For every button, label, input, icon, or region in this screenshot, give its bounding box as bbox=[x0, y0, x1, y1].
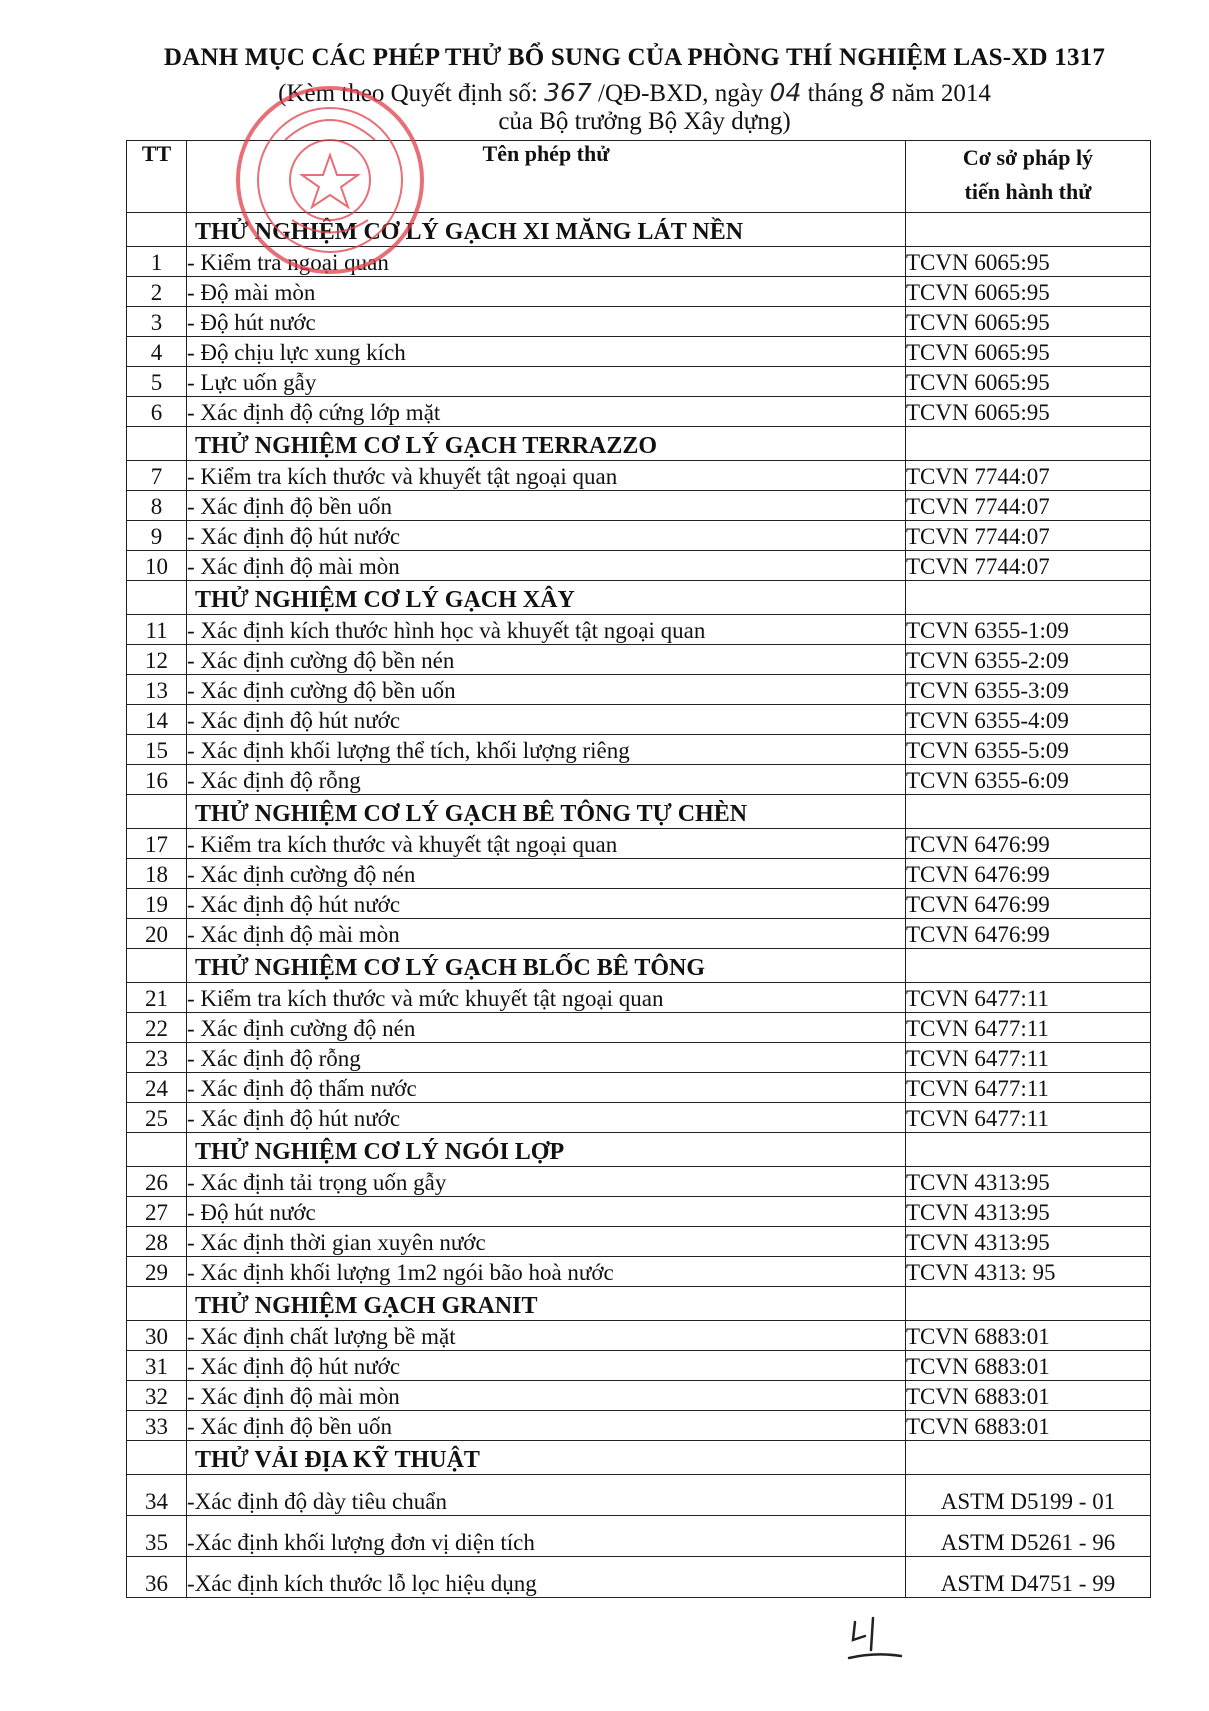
row-number: 13 bbox=[127, 675, 187, 705]
test-standard: TCVN 6477:11 bbox=[906, 1043, 1151, 1073]
table-row bbox=[127, 307, 1151, 337]
table-row bbox=[127, 1013, 1151, 1043]
table-row bbox=[127, 1073, 1151, 1103]
table-row bbox=[127, 1381, 1151, 1411]
row-number: 32 bbox=[127, 1381, 187, 1411]
test-standard: TCVN 6476:99 bbox=[906, 889, 1151, 919]
section-standard-cell bbox=[906, 1133, 1151, 1167]
section-title: THỬ VẢI ĐỊA KỸ THUẬT bbox=[187, 1441, 906, 1475]
test-name: - Xác định độ mài mòn bbox=[187, 1381, 906, 1411]
row-number: 20 bbox=[127, 919, 187, 949]
row-number: 1 bbox=[127, 247, 187, 277]
test-name: - Xác định khối lượng 1m2 ngói bão hoà nước bbox=[187, 1257, 906, 1287]
issuer-line: của Bộ trưởng Bộ Xây dựng) bbox=[498, 108, 791, 135]
test-name: - Độ hút nước bbox=[187, 1197, 906, 1227]
section-row bbox=[127, 1133, 1151, 1167]
test-standard: TCVN 6065:95 bbox=[906, 367, 1151, 397]
table-row bbox=[127, 983, 1151, 1013]
test-name: - Độ mài mòn bbox=[187, 277, 906, 307]
row-number: 21 bbox=[127, 983, 187, 1013]
section-title: THỬ NGHIỆM CƠ LÝ GẠCH BÊ TÔNG TỰ CHÈN bbox=[187, 795, 906, 829]
decision-mid2: tháng bbox=[807, 80, 864, 107]
test-name: - Xác định độ bền uốn bbox=[187, 491, 906, 521]
test-name: - Xác định độ hút nước bbox=[187, 705, 906, 735]
test-name: - Xác định độ cứng lớp mặt bbox=[187, 397, 906, 427]
row-number: 35 bbox=[127, 1516, 187, 1557]
table-row bbox=[127, 1516, 1151, 1557]
section-row bbox=[127, 1287, 1151, 1321]
table-row bbox=[127, 1411, 1151, 1441]
table-body bbox=[127, 213, 1151, 1598]
test-name: - Xác định khối lượng thể tích, khối lượng riêng bbox=[187, 735, 906, 765]
section-row bbox=[127, 1441, 1151, 1475]
row-number: 33 bbox=[127, 1411, 187, 1441]
section-standard-cell bbox=[906, 1287, 1151, 1321]
test-name: -Xác định độ dày tiêu chuẩn bbox=[187, 1475, 906, 1516]
section-number-cell bbox=[127, 1441, 187, 1475]
handwritten-signature bbox=[845, 1610, 905, 1670]
table-row bbox=[127, 1351, 1151, 1381]
test-standard: TCVN 6883:01 bbox=[906, 1321, 1151, 1351]
test-name: - Xác định cường độ nén bbox=[187, 859, 906, 889]
row-number: 30 bbox=[127, 1321, 187, 1351]
table-row bbox=[127, 337, 1151, 367]
test-standard: TCVN 6355-4:09 bbox=[906, 705, 1151, 735]
test-name: - Xác định cường độ bền nén bbox=[187, 645, 906, 675]
test-standard: TCVN 6065:95 bbox=[906, 337, 1151, 367]
section-row bbox=[127, 213, 1151, 247]
row-number: 7 bbox=[127, 461, 187, 491]
test-standard: TCVN 4313:95 bbox=[906, 1197, 1151, 1227]
table-row bbox=[127, 889, 1151, 919]
table-row bbox=[127, 1043, 1151, 1073]
row-number: 17 bbox=[127, 829, 187, 859]
test-name: - Xác định độ rỗng bbox=[187, 1043, 906, 1073]
test-name: - Kiểm tra kích thước và khuyết tật ngoại quan bbox=[187, 461, 906, 491]
document-title: DANH MỤC CÁC PHÉP THỬ BỔ SUNG CỦA PHÒNG THÍ NGHIỆM LAS-XD 1317 bbox=[163, 44, 1106, 71]
row-number: 10 bbox=[127, 551, 187, 581]
decision-month: 8 bbox=[869, 78, 886, 107]
table-row bbox=[127, 551, 1151, 581]
section-standard-cell bbox=[906, 795, 1151, 829]
section-standard-cell bbox=[906, 581, 1151, 615]
test-standard: TCVN 7744:07 bbox=[906, 461, 1151, 491]
section-title: THỬ NGHIỆM CƠ LÝ GẠCH XI MĂNG LÁT NỀN bbox=[187, 213, 906, 247]
col-header-legal-basis-line2: tiến hành thử bbox=[964, 179, 1092, 204]
row-number: 12 bbox=[127, 645, 187, 675]
test-standard: TCVN 6477:11 bbox=[906, 1103, 1151, 1133]
decision-suffix: năm 2014 bbox=[891, 80, 991, 107]
table-row bbox=[127, 675, 1151, 705]
section-standard-cell bbox=[906, 949, 1151, 983]
row-number: 24 bbox=[127, 1073, 187, 1103]
col-header-name: Tên phép thử bbox=[187, 141, 906, 213]
decision-prefix: (Kèm theo Quyết định số: bbox=[278, 80, 538, 107]
table-row bbox=[127, 829, 1151, 859]
test-name: - Xác định độ hút nước bbox=[187, 889, 906, 919]
test-standard: TCVN 6476:99 bbox=[906, 829, 1151, 859]
row-number: 15 bbox=[127, 735, 187, 765]
section-number-cell bbox=[127, 795, 187, 829]
section-row bbox=[127, 949, 1151, 983]
section-row bbox=[127, 581, 1151, 615]
test-standard: TCVN 6477:11 bbox=[906, 983, 1151, 1013]
test-name: - Xác định độ rỗng bbox=[187, 765, 906, 795]
section-title: THỬ NGHIỆM CƠ LÝ GẠCH XÂY bbox=[187, 581, 906, 615]
row-number: 3 bbox=[127, 307, 187, 337]
decision-number: 367 bbox=[544, 78, 592, 107]
test-standard: TCVN 6477:11 bbox=[906, 1013, 1151, 1043]
row-number: 28 bbox=[127, 1227, 187, 1257]
test-name: - Xác định tải trọng uốn gẫy bbox=[187, 1167, 906, 1197]
section-title: THỬ NGHIỆM CƠ LÝ NGÓI LỢP bbox=[187, 1133, 906, 1167]
test-name: -Xác định kích thước lỗ lọc hiệu dụng bbox=[187, 1557, 906, 1598]
test-standard: ASTM D4751 - 99 bbox=[906, 1557, 1151, 1598]
test-standard: TCVN 7744:07 bbox=[906, 551, 1151, 581]
row-number: 14 bbox=[127, 705, 187, 735]
table-row bbox=[127, 1103, 1151, 1133]
row-number: 29 bbox=[127, 1257, 187, 1287]
table-row bbox=[127, 521, 1151, 551]
row-number: 34 bbox=[127, 1475, 187, 1516]
test-standard: TCVN 6883:01 bbox=[906, 1351, 1151, 1381]
row-number: 31 bbox=[127, 1351, 187, 1381]
section-title: THỬ NGHIỆM GẠCH GRANIT bbox=[187, 1287, 906, 1321]
test-standard: TCVN 4313: 95 bbox=[906, 1257, 1151, 1287]
col-header-legal-basis bbox=[906, 141, 1151, 213]
row-number: 26 bbox=[127, 1167, 187, 1197]
test-standard: TCVN 4313:95 bbox=[906, 1167, 1151, 1197]
test-standard: TCVN 7744:07 bbox=[906, 521, 1151, 551]
test-name: - Xác định độ bền uốn bbox=[187, 1411, 906, 1441]
col-header-legal-basis-line1: Cơ sở pháp lý bbox=[962, 145, 1094, 170]
table-row bbox=[127, 247, 1151, 277]
test-name: - Xác định độ mài mòn bbox=[187, 551, 906, 581]
row-number: 6 bbox=[127, 397, 187, 427]
section-row bbox=[127, 795, 1151, 829]
test-name: - Kiểm tra kích thước và mức khuyết tật ngoại quan bbox=[187, 983, 906, 1013]
table-row bbox=[127, 765, 1151, 795]
section-number-cell bbox=[127, 1287, 187, 1321]
test-standard: TCVN 4313:95 bbox=[906, 1227, 1151, 1257]
row-number: 27 bbox=[127, 1197, 187, 1227]
row-number: 22 bbox=[127, 1013, 187, 1043]
test-standard: TCVN 6065:95 bbox=[906, 247, 1151, 277]
decision-reference bbox=[30, 78, 1209, 108]
test-name: - Kiểm tra kích thước và khuyết tật ngoại quan bbox=[187, 829, 906, 859]
table-row bbox=[127, 1227, 1151, 1257]
decision-day: 04 bbox=[769, 78, 802, 107]
test-name: - Kiểm tra ngoại quan bbox=[187, 247, 906, 277]
table-row bbox=[127, 1197, 1151, 1227]
row-number: 23 bbox=[127, 1043, 187, 1073]
test-standard: TCVN 6355-5:09 bbox=[906, 735, 1151, 765]
table-row bbox=[127, 367, 1151, 397]
row-number: 2 bbox=[127, 277, 187, 307]
table-row bbox=[127, 1257, 1151, 1287]
test-name: - Xác định độ mài mòn bbox=[187, 919, 906, 949]
row-number: 11 bbox=[127, 615, 187, 645]
table-row bbox=[127, 277, 1151, 307]
test-list-table bbox=[126, 140, 1151, 1598]
test-standard: TCVN 6477:11 bbox=[906, 1073, 1151, 1103]
section-number-cell bbox=[127, 427, 187, 461]
test-name: - Xác định thời gian xuyên nước bbox=[187, 1227, 906, 1257]
table-row bbox=[127, 615, 1151, 645]
test-name: - Xác định kích thước hình học và khuyết tật ngoại quan bbox=[187, 615, 906, 645]
section-title: THỬ NGHIỆM CƠ LÝ GẠCH TERRAZZO bbox=[187, 427, 906, 461]
table-row bbox=[127, 919, 1151, 949]
test-standard: TCVN 6883:01 bbox=[906, 1381, 1151, 1411]
test-standard: TCVN 6476:99 bbox=[906, 919, 1151, 949]
test-name: - Xác định cường độ bền uốn bbox=[187, 675, 906, 705]
test-name: -Xác định khối lượng đơn vị diện tích bbox=[187, 1516, 906, 1557]
test-standard: TCVN 7744:07 bbox=[906, 491, 1151, 521]
test-standard: TCVN 6065:95 bbox=[906, 277, 1151, 307]
section-title: THỬ NGHIỆM CƠ LÝ GẠCH BLỐC BÊ TÔNG bbox=[187, 949, 906, 983]
row-number: 25 bbox=[127, 1103, 187, 1133]
table-header-row bbox=[127, 141, 1151, 213]
table-row bbox=[127, 1321, 1151, 1351]
table-row bbox=[127, 1557, 1151, 1598]
section-number-cell bbox=[127, 949, 187, 983]
test-standard: TCVN 6065:95 bbox=[906, 307, 1151, 337]
test-name: - Lực uốn gẫy bbox=[187, 367, 906, 397]
table-row bbox=[127, 461, 1151, 491]
row-number: 5 bbox=[127, 367, 187, 397]
section-row bbox=[127, 427, 1151, 461]
section-number-cell bbox=[127, 213, 187, 247]
section-standard-cell bbox=[906, 213, 1151, 247]
section-number-cell bbox=[127, 1133, 187, 1167]
table-row bbox=[127, 645, 1151, 675]
table-row bbox=[127, 735, 1151, 765]
decision-mid1: /QĐ-BXD, ngày bbox=[598, 80, 764, 107]
table-row bbox=[127, 705, 1151, 735]
row-number: 8 bbox=[127, 491, 187, 521]
test-standard: TCVN 6065:95 bbox=[906, 397, 1151, 427]
row-number: 36 bbox=[127, 1557, 187, 1598]
test-standard: ASTM D5261 - 96 bbox=[906, 1516, 1151, 1557]
row-number: 4 bbox=[127, 337, 187, 367]
row-number: 16 bbox=[127, 765, 187, 795]
test-name: - Độ hút nước bbox=[187, 307, 906, 337]
test-name: - Xác định chất lượng bề mặt bbox=[187, 1321, 906, 1351]
section-standard-cell bbox=[906, 427, 1151, 461]
col-header-tt: TT bbox=[127, 141, 187, 213]
test-standard: TCVN 6355-1:09 bbox=[906, 615, 1151, 645]
test-standard: TCVN 6883:01 bbox=[906, 1411, 1151, 1441]
row-number: 9 bbox=[127, 521, 187, 551]
test-name: - Xác định độ hút nước bbox=[187, 1351, 906, 1381]
section-number-cell bbox=[127, 581, 187, 615]
test-name: - Xác định độ hút nước bbox=[187, 521, 906, 551]
table-row bbox=[127, 859, 1151, 889]
row-number: 19 bbox=[127, 889, 187, 919]
section-standard-cell bbox=[906, 1441, 1151, 1475]
table-row bbox=[127, 1167, 1151, 1197]
test-name: - Độ chịu lực xung kích bbox=[187, 337, 906, 367]
test-standard: TCVN 6355-2:09 bbox=[906, 645, 1151, 675]
row-number: 18 bbox=[127, 859, 187, 889]
table-row bbox=[127, 1475, 1151, 1516]
test-name: - Xác định độ hút nước bbox=[187, 1103, 906, 1133]
test-name: - Xác định độ thấm nước bbox=[187, 1073, 906, 1103]
test-name: - Xác định cường độ nén bbox=[187, 1013, 906, 1043]
table-row bbox=[127, 397, 1151, 427]
test-standard: TCVN 6355-3:09 bbox=[906, 675, 1151, 705]
table-row bbox=[127, 491, 1151, 521]
test-standard: ASTM D5199 - 01 bbox=[906, 1475, 1151, 1516]
test-standard: TCVN 6476:99 bbox=[906, 859, 1151, 889]
test-standard: TCVN 6355-6:09 bbox=[906, 765, 1151, 795]
